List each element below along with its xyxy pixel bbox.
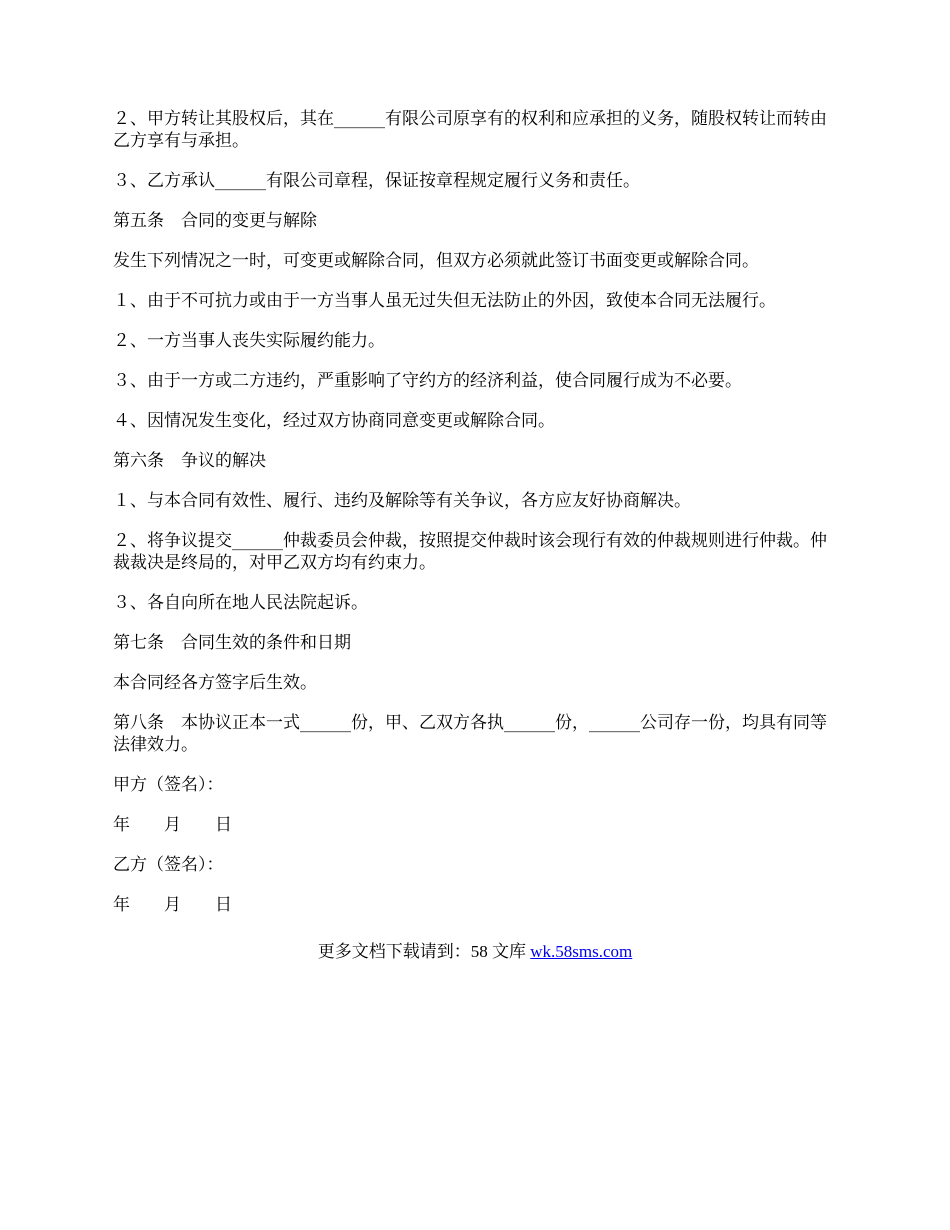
paragraph: ２、一方当事人丧失实际履约能力。 bbox=[113, 331, 385, 351]
paragraph: ３、乙方承认______有限公司章程，保证按章程规定履行义务和责任。 bbox=[113, 171, 640, 191]
paragraph: ２、甲方转让其股权后，其在______有限公司原享有的权利和应承担的义务，随股权转让而转由乙方享有与承担。 bbox=[113, 109, 827, 151]
footer-link[interactable]: wk.58sms.com bbox=[530, 942, 633, 961]
section-heading: 第八条 本协议正本一式______份，甲、乙双方各执______份，______公司存一份，均具有同等法律效力。 bbox=[113, 713, 827, 755]
paragraph: １、与本合同有效性、履行、违约及解除等有关争议，各方应友好协商解决。 bbox=[113, 491, 691, 511]
paragraph: １、由于不可抗力或由于一方当事人虽无过失但无法防止的外因，致使本合同无法履行。 bbox=[113, 291, 776, 311]
paragraph: ３、各自向所在地人民法院起诉。 bbox=[113, 593, 368, 613]
section-heading: 第六条 争议的解决 bbox=[113, 451, 266, 471]
signature-line-party-a: 甲方（签名）： bbox=[113, 775, 224, 795]
section-heading: 第五条 合同的变更与解除 bbox=[113, 211, 317, 231]
paragraph: ４、因情况发生变化，经过双方协商同意变更或解除合同。 bbox=[113, 411, 555, 431]
document-body bbox=[113, 108, 840, 934]
paragraph: ３、由于一方或二方违约，严重影响了守约方的经济利益，使合同履行成为不必要。 bbox=[113, 371, 742, 391]
footer bbox=[0, 941, 950, 963]
paragraph: ２、将争议提交______仲裁委员会仲裁，按照提交仲裁时该会现行有效的仲裁规则进行仲裁。仲裁裁决是终局的，对甲乙双方均有约束力。 bbox=[113, 531, 827, 573]
section-heading: 第七条 合同生效的条件和日期 bbox=[113, 633, 351, 653]
paragraph: 本合同经各方签字后生效。 bbox=[113, 673, 317, 693]
date-line: 年 月 日 bbox=[113, 895, 232, 915]
footer-text: 更多文档下载请到：58 文库 bbox=[317, 942, 531, 961]
paragraph: 发生下列情况之一时，可变更或解除合同，但双方必须就此签订书面变更或解除合同。 bbox=[113, 251, 759, 271]
date-line: 年 月 日 bbox=[113, 815, 232, 835]
signature-line-party-b: 乙方（签名）： bbox=[113, 855, 224, 875]
